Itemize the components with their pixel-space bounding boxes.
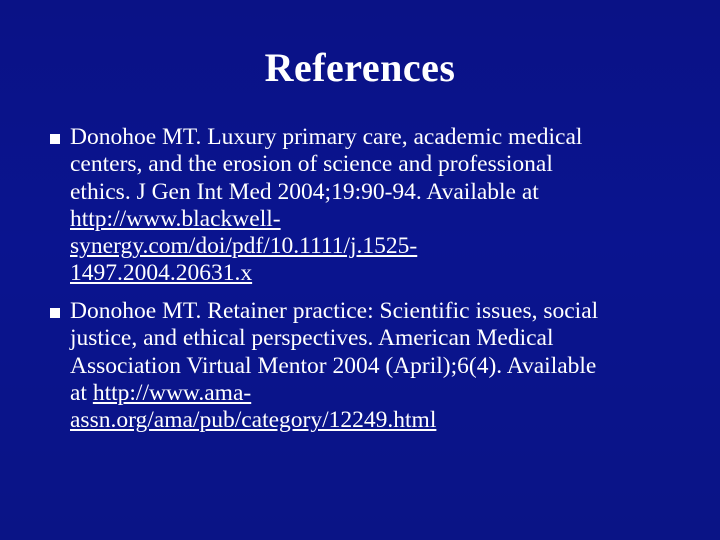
reference-link-line[interactable]: 1497.2004.20631.x [70,260,253,287]
reference-text-line: Association Virtual Mentor 2004 (April);6(4). Available [70,352,597,379]
slide-title: References [264,45,456,90]
reference-item-1 [70,124,710,288]
reference-link-1-end[interactable] [70,260,710,287]
reference-text-line: Donohoe MT. Retainer practice: Scientific issues, social [70,298,599,324]
reference-link-2-line [70,380,710,407]
reference-text-line: justice, and ethical perspectives. American Medical [70,325,554,352]
reference-link-1[interactable] [70,206,710,233]
reference-link-line[interactable]: http://www.ama- [92,379,252,406]
reference-text-line: centers, and the erosion of science and professional [70,151,553,178]
reference-link-line[interactable]: http://www.blackwell- [70,205,281,232]
reference-link-1-cont[interactable] [70,233,710,260]
reference-text-line: ethics. J Gen Int Med 2004;19:90-94. Available at [70,178,539,205]
reference-text-line: Donohoe MT. Luxury primary care, academic medical [70,124,583,150]
bullet-square-icon [50,308,60,318]
bullet-square-icon [50,134,60,144]
link-prefix: at [70,379,93,406]
reference-link-line[interactable]: synergy.com/doi/pdf/10.1111/j.1525- [70,233,418,260]
reference-link-2-cont[interactable] [70,407,710,434]
reference-item-2 [70,298,710,434]
reference-link-line[interactable]: assn.org/ama/pub/category/12249.html [70,407,437,434]
